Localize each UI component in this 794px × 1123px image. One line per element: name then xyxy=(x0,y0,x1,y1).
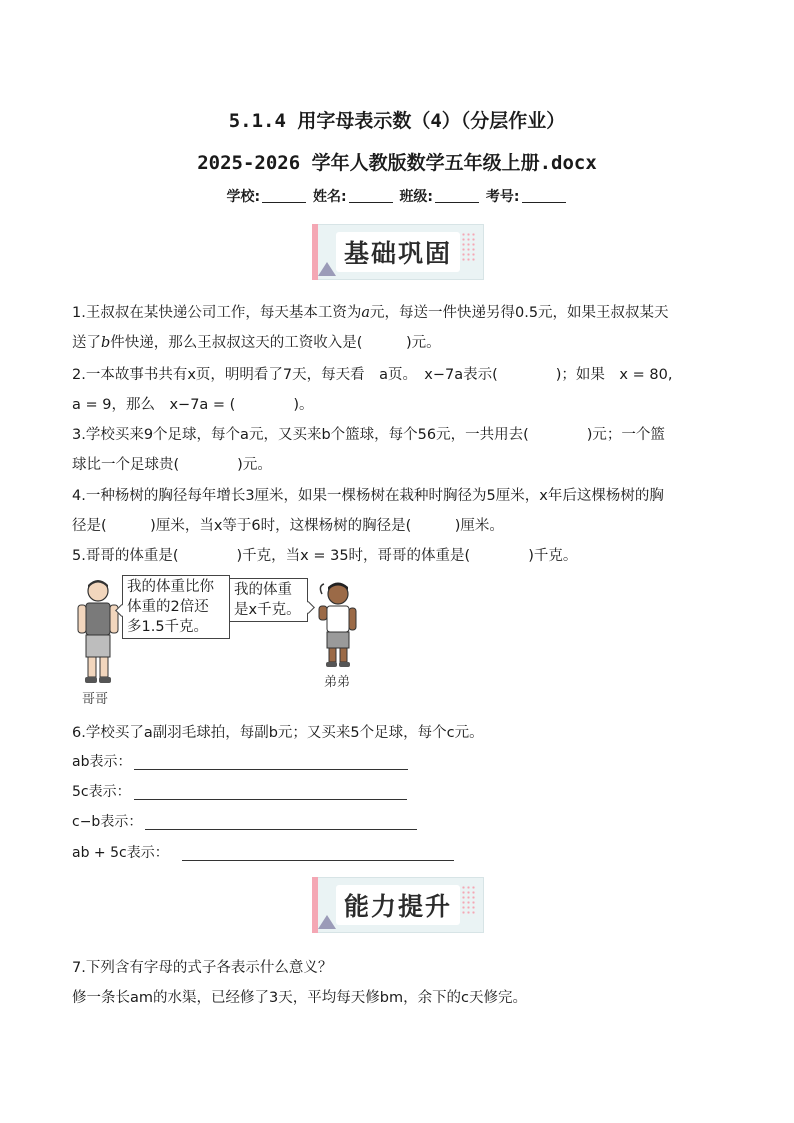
document-title-line2: 2025-2026 学年人教版数学五年级上册.docx xyxy=(197,152,597,174)
q6-item-5c xyxy=(72,782,412,802)
bubble-left-line2: 体重的2倍还 xyxy=(127,599,209,615)
school-blank[interactable] xyxy=(262,190,306,203)
q6-item-ab-plus-5c-label: ab + 5c表示： xyxy=(72,845,169,861)
q1-text-b: 元，每送一件快递另得0.5元，如果王叔叔某天 xyxy=(370,305,669,321)
question-5 xyxy=(72,541,727,571)
name-blank[interactable] xyxy=(349,190,393,203)
bubble-left-line3: 多1.5千克。 xyxy=(127,619,209,635)
speech-bubble-left xyxy=(122,575,230,639)
q2-line2: a = 9，那么 x−7a = ( )。 xyxy=(72,397,314,413)
q6-item-ab xyxy=(72,752,412,772)
answer-line[interactable] xyxy=(145,829,417,830)
question-4 xyxy=(72,481,727,541)
answer-line[interactable] xyxy=(134,799,407,800)
bubble-right-line2: 是x千克。 xyxy=(234,602,301,618)
question-7 xyxy=(72,953,727,1013)
section-title-basic: 基础巩固 xyxy=(336,232,460,272)
document-title-line1: 5.1.4 用字母表示数（4）（分层作业） xyxy=(228,110,566,132)
bubble-right-line1: 我的体重 xyxy=(234,582,292,598)
q5-text: 5.哥哥的体重是( )千克，当x = 35时，哥哥的体重是( )千克。 xyxy=(72,548,578,564)
younger-brother-figure-icon xyxy=(314,580,360,670)
q6-item-c-minus-b xyxy=(72,812,422,832)
name-label: 姓名: xyxy=(312,189,347,205)
question-2 xyxy=(72,360,727,420)
q4-line2: 径是( )厘米，当x等于6时，这棵杨树的胸径是( )厘米。 xyxy=(72,518,504,534)
older-brother-caption: 哥哥 xyxy=(82,692,109,707)
question-3 xyxy=(72,420,727,480)
q1-text-d: 件快递，那么王叔叔这天的工资收入是( )元。 xyxy=(110,335,441,351)
exam-number-blank[interactable] xyxy=(522,190,566,203)
q7-line2: 修一条长am的水渠，已经修了3天，平均每天修bm，余下的c天修完。 xyxy=(72,990,528,1006)
younger-brother-caption: 弟弟 xyxy=(324,675,351,690)
q1-text-c: 送了 xyxy=(72,335,101,351)
q6-text: 6.学校买了a副羽毛球拍，每副b元；又买来5个足球，每个c元。 xyxy=(72,725,484,741)
older-brother-figure-icon xyxy=(74,577,122,687)
q6-item-ab-label: ab表示： xyxy=(72,754,132,770)
class-label: 班级: xyxy=(399,189,434,205)
section-banner-basic xyxy=(312,224,484,280)
q6-item-5c-label: 5c表示： xyxy=(72,784,131,800)
bubble-left-line1: 我的体重比你 xyxy=(127,579,214,595)
q3-line1: 3.学校买来9个足球，每个a元，又买来b个篮球，每个56元，一共用去( )元；一个篮 xyxy=(72,427,665,443)
section-banner-advanced xyxy=(312,877,484,933)
q3-line2: 球比一个足球贵( )元。 xyxy=(72,457,272,473)
q1-var-a: a xyxy=(361,305,370,321)
speech-bubble-right xyxy=(229,578,308,622)
school-label: 学校: xyxy=(226,189,261,205)
answer-line[interactable] xyxy=(182,860,454,861)
q6-item-ab-plus-5c xyxy=(72,843,462,863)
class-blank[interactable] xyxy=(435,190,479,203)
q7-line1: 7.下列含有字母的式子各表示什么意义？ xyxy=(72,960,333,976)
student-info-line xyxy=(0,186,794,206)
section-title-advanced: 能力提升 xyxy=(336,885,460,925)
q2-line1: 2.一本故事书共有x页，明明看了7天，每天看 a页。 x−7a表示( )；如果 x = 80, xyxy=(72,367,673,383)
question-6 xyxy=(72,718,727,748)
q1-var-b: b xyxy=(101,335,111,351)
q6-item-c-minus-b-label: c−b表示： xyxy=(72,814,143,830)
q4-line1: 4.一种杨树的胸径每年增长3厘米，如果一棵杨树在栽种时胸径为5厘米，x年后这棵杨树的胸 xyxy=(72,488,664,504)
answer-line[interactable] xyxy=(134,769,408,770)
q1-text-a: 1.王叔叔在某快递公司工作，每天基本工资为 xyxy=(72,305,362,321)
exam-number-label: 考号: xyxy=(485,189,520,205)
question-1 xyxy=(72,298,727,358)
